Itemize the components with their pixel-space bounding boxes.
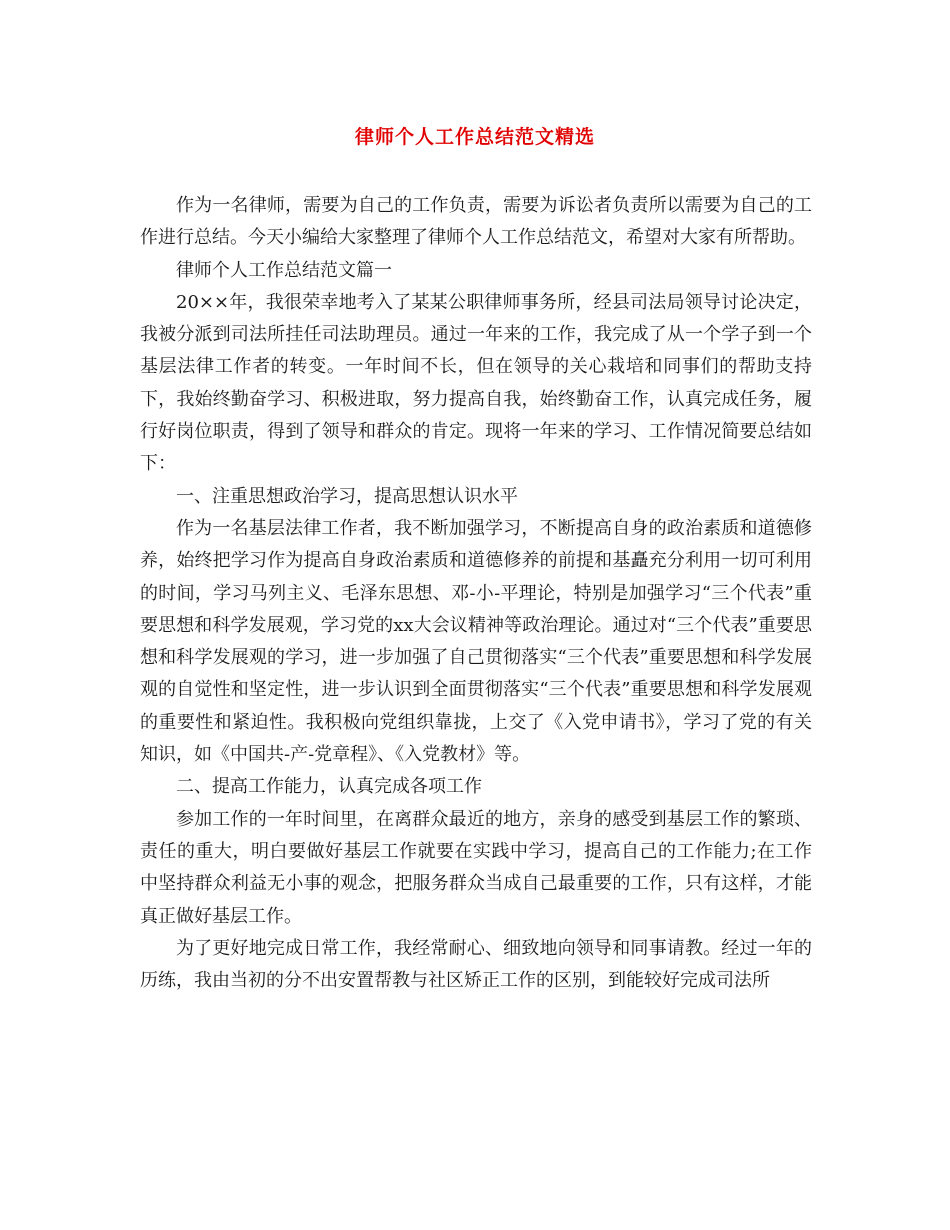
paragraph: 20××年，我很荣幸地考入了某某公职律师事务所，经县司法局领导讨论决定，我被分派到司法所挂任司法助理员。通过一年来的工作，我完成了从一个学子到一个基层法律工作者的转变。一年时间不长，但在领导的关心栽培和同事们的帮助支持下，我始终勤奋学习、积极进取，努力提高自我，始终勤奋工作，认真完成任务，履行好岗位职责，得到了领导和群众的肯定。现将一年来的学习、工作情况简要总结如下： [140, 291, 812, 475]
paragraph: 作为一名基层法律工作者，我不断加强学习，不断提高自身的政治素质和道德修养，始终把学习作为提高自身政治素质和道德修养的前提和基矗充分利用一切可利用的时间，学习马列主义、毛泽东思想、邓-小-平理论，特别是加强学习“三个代表”重要思想和科学发展观，学习党的xx大会议精神等政治理论。通过对“三个代表”重要思想和科学发展观的学习，进一步加强了自己贯彻落实“三个代表”重要思想和科学发展观的自觉性和坚定性，进一步认识到全面贯彻落实“三个代表”重要思想和科学发展观的重要性和紧迫性。我积极向党组织靠拢，上交了《入党申请书》，学习了党的有关知识，如《中国共-产-党章程》、《入党教材》等。 [140, 517, 812, 766]
document-body [140, 190, 812, 997]
paragraph: 参加工作的一年时间里，在离群众最近的地方，亲身的感受到基层工作的繁琐、责任的重大，明白要做好基层工作就要在实践中学习，提高自己的工作能力;在工作中坚持群众利益无小事的观念，把服务群众当成自己最重要的工作，只有这样，才能真正做好基层工作。 [140, 808, 812, 927]
section-heading: 律师个人工作总结范文篇一 [176, 259, 392, 281]
section-heading: 一、注重思想政治学习，提高思想认识水平 [176, 485, 518, 507]
paragraph: 为了更好地完成日常工作，我经常耐心、细致地向领导和同事请教。经过一年的历练，我由当初的分不出安置帮教与社区矫正工作的区别，到能较好完成司法所 [140, 937, 812, 992]
paragraph-intro: 作为一名律师，需要为自己的工作负责，需要为诉讼者负责所以需要为自己的工作进行总结。今天小编给大家整理了律师个人工作总结范文，希望对大家有所帮助。 [140, 195, 812, 249]
document-title: 律师个人工作总结范文精选 [354, 126, 595, 148]
section-heading: 二、提高工作能力，认真完成各项工作 [176, 776, 482, 798]
